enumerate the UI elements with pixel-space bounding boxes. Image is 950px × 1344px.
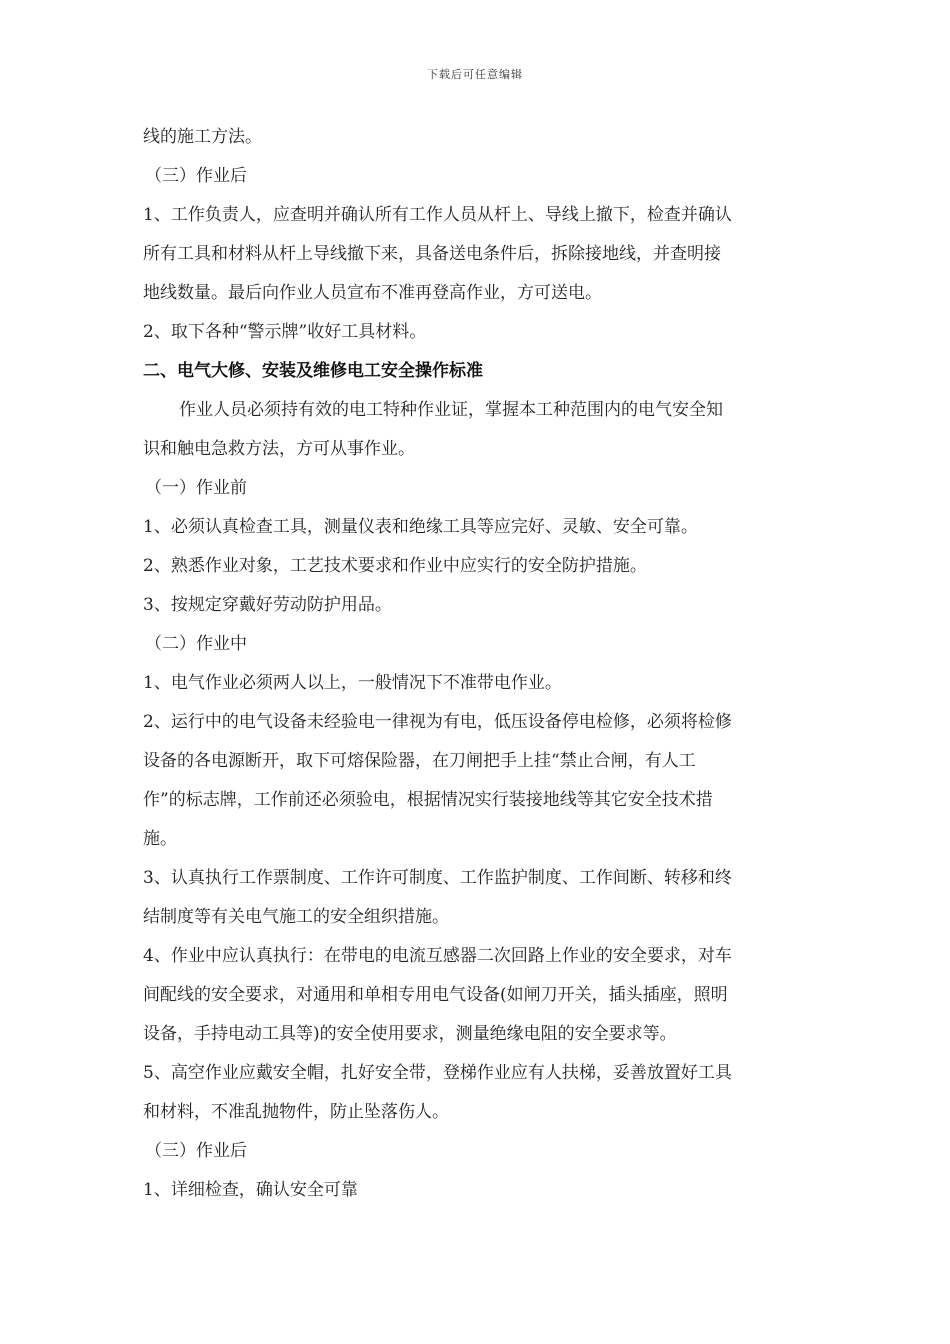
section-subheading: （二）作业中 xyxy=(145,634,247,654)
paragraph-line: 间配线的安全要求，对通用和单相专用电气设备(如闸刀开关，插头插座，照明 xyxy=(143,985,728,1005)
paragraph-line: 所有工具和材料从杆上导线撤下来，具备送电条件后，拆除接地线，并查明接 xyxy=(143,244,721,264)
paragraph-line: 设备的各电源断开，取下可熔保险器，在刀闸把手上挂“禁止合闸，有人工 xyxy=(143,751,696,771)
paragraph-line: 结制度等有关电气施工的安全组织措施。 xyxy=(143,907,449,927)
paragraph-line: 5、高空作业应戴安全帽，扎好安全带，登梯作业应有人扶梯，妥善放置好工具 xyxy=(143,1063,732,1083)
paragraph-line: 1、工作负责人，应查明并确认所有工作人员从杆上、导线上撤下，检查并确认 xyxy=(143,205,732,225)
paragraph-line: 4、作业中应认真执行：在带电的电流互感器二次回路上作业的安全要求，对车 xyxy=(143,946,732,966)
document-body xyxy=(143,118,807,1210)
paragraph-line: 1、必须认真检查工具，测量仪表和绝缘工具等应完好、灵敏、安全可靠。 xyxy=(143,517,698,537)
paragraph-line: 施。 xyxy=(143,829,177,849)
paragraph-line: 地线数量。最后向作业人员宣布不准再登高作业，方可送电。 xyxy=(143,283,602,303)
section-subheading: （三）作业后 xyxy=(145,1141,247,1161)
paragraph-line: 和材料，不准乱抛物件，防止坠落伤人。 xyxy=(143,1102,449,1122)
paragraph-line: 作”的标志牌，工作前还必须验电，根据情况实行装接地线等其它安全技术措 xyxy=(143,790,713,810)
paragraph-line: 2、取下各种“警示牌”收好工具材料。 xyxy=(143,322,427,342)
paragraph-line: 识和触电急救方法，方可从事作业。 xyxy=(143,439,415,459)
paragraph-line: 2、熟悉作业对象，工艺技术要求和作业中应实行的安全防护措施。 xyxy=(143,556,647,576)
section-subheading: （三）作业后 xyxy=(145,166,247,186)
paragraph-line: 线的施工方法。 xyxy=(143,127,262,147)
paragraph-line: 3、按规定穿戴好劳动防护用品。 xyxy=(143,595,392,615)
paragraph-line: 作业人员必须持有效的电工特种作业证，掌握本工种范围内的电气安全知 xyxy=(179,400,723,420)
paragraph-line: 3、认真执行工作票制度、工作许可制度、工作监护制度、工作间断、转移和终 xyxy=(143,868,732,888)
paragraph-line: 2、运行中的电气设备未经验电一律视为有电，低压设备停电检修，必须将检修 xyxy=(143,712,732,732)
paragraph-line: 1、详细检查，确认安全可靠 xyxy=(143,1180,358,1200)
paragraph-line: 设备，手持电动工具等)的安全使用要求，测量绝缘电阻的安全要求等。 xyxy=(143,1024,677,1044)
page-header-note: 下载后可任意编辑 xyxy=(427,68,523,81)
section-heading: 二、电气大修、安装及维修电工安全操作标准 xyxy=(143,361,483,381)
paragraph-line: 1、电气作业必须两人以上，一般情况下不准带电作业。 xyxy=(143,673,562,693)
section-subheading: （一）作业前 xyxy=(145,478,247,498)
